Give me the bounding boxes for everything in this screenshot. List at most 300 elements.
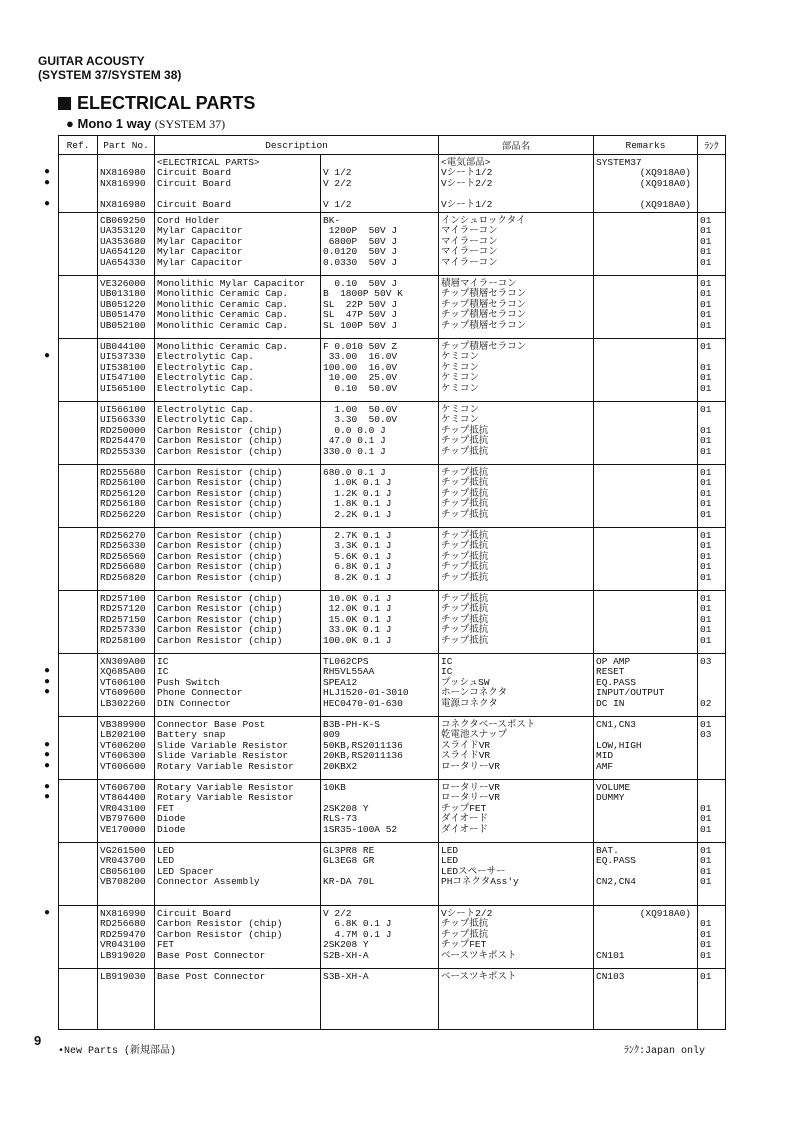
line-desc-spec: 33.0K 0.1 J [323,624,392,636]
new-part-marker-icon: ● [44,176,51,188]
line-jp-name: チップ抵抗 [441,928,489,940]
line-rank: 01 [700,372,712,384]
line-desc-name: Carbon Resistor (chip) [157,561,283,573]
line-remarks [596,352,695,362]
line-desc-name: Circuit Board [157,167,232,179]
line-part-no: RD254470 [100,435,146,447]
cell-jp-name [439,654,594,717]
line-part-no: CB069250 [100,215,146,226]
line-desc-name: Base Post Connector [157,971,266,982]
line-desc-name: Monolithic Ceramic Cap. [157,341,289,352]
line-desc-name: Carbon Resistor (chip) [157,508,283,520]
line-remarks: CN2,CN4 [596,876,636,888]
line-desc-name: Mylar Capacitor [157,246,243,258]
new-part-marker-icon: ● [44,907,51,918]
cell-ref [59,843,98,906]
line-jp-name: IC [441,656,453,667]
line-desc-name: Electrolytic Cap. [157,351,254,363]
cell-part-no [98,528,155,591]
subtitle-paren: (SYSTEM 37) [154,117,226,131]
footer-note: •New Parts (新規部品) [58,1046,177,1057]
line-jp-name: チップ積層セラコン [441,319,527,331]
line-desc-name: FET [157,939,175,951]
line-jp-name: マイラーコン [441,246,498,258]
cell-remarks [594,780,698,843]
line-remarks [596,615,695,625]
line-jp-name: チップFET [441,802,487,814]
table-row [59,780,726,843]
line-rank: 01 [700,719,712,730]
line-jp-name: チップ積層セラコン [441,341,527,352]
cell-part-no [98,969,155,1030]
cell-desc-name [155,906,321,969]
line-rank: 01 [700,278,712,289]
line-jp-name: Vシート2/2 [441,177,493,189]
line-desc-spec: B 1800P 50V K [323,288,403,300]
line-part-no: LB919030 [100,971,146,982]
line-desc-name: Electrolytic Cap. [157,404,254,415]
line-desc-spec: GL3EG8 GR [323,855,375,867]
line-part-no: RD257100 [100,593,146,604]
cell-ref [59,528,98,591]
line-part-no: RD256180 [100,498,146,510]
cell-remarks [594,969,698,1030]
line-rank: 01 [700,918,712,930]
line-remarks [596,930,695,940]
line-part-no: UB051470 [100,309,146,321]
cell-jp-name [439,969,594,1030]
line-desc-spec: 12.0K 0.1 J [323,603,392,615]
line-rank: 01 [700,445,712,457]
cell-ref [59,276,98,339]
line-part-no: RD256680 [100,561,146,573]
line-desc-spec: 33.00 16.0V [323,351,398,363]
cell-part-no [98,906,155,969]
cell-rank [698,213,726,276]
line-desc-name: <ELECTRICAL PARTS> [157,157,260,168]
new-part-marker-icon: ● [44,675,51,687]
line-desc-name: Monolithic Ceramic Cap. [157,319,289,331]
line-desc-name: Carbon Resistor (chip) [157,498,283,510]
line-jp-name: チップ抵抗 [441,508,489,520]
line-jp-name: Vシート2/2 [441,908,493,919]
line-jp-name: チップFET [441,939,487,951]
cell-desc-spec [321,213,439,276]
line-remarks [596,804,695,814]
cell-part-no [98,213,155,276]
cell-desc-spec [321,339,439,402]
new-part-marker-icon: ● [44,197,51,209]
line-part-no: VT609600 [100,687,146,699]
cell-ref [59,654,98,717]
line-desc-spec: 20KBX2 [323,760,358,772]
line-remarks [596,405,695,415]
line-jp-name: チップ積層セラコン [441,298,527,310]
line-desc-name: Carbon Resistor (chip) [157,928,283,940]
line-rank [700,678,723,688]
line-desc-name: Rotary Variable Resistor [157,760,294,772]
line-jp-name: チップ抵抗 [441,487,489,499]
line-remarks [596,594,695,604]
line-desc-spec: 2.7K 0.1 J [323,530,392,541]
table-row [59,969,726,1030]
new-part-marker-icon: ● [44,350,51,362]
table-header-row [59,136,726,155]
line-remarks [596,289,695,299]
line-desc-name: Mylar Capacitor [157,235,243,247]
line-desc-spec: BK- [323,215,341,226]
line-desc-spec: 1.2K 0.1 J [323,487,392,499]
line-part-no: RD258100 [100,634,146,646]
line-rank: 01 [700,435,712,447]
line-jp-name: チップ抵抗 [441,435,489,447]
line-desc-spec: V 2/2 [323,908,352,919]
line-desc-name: Monolithic Ceramic Cap. [157,298,289,310]
line-remarks [596,426,695,436]
line-remarks: CN1,CN3 [596,719,636,730]
line-jp-name: チップ積層セラコン [441,309,527,321]
line-rank [700,783,723,793]
line-part-no: VT864400 [100,792,146,804]
line-jp-name: Vシート1/2 [441,167,493,179]
line-jp-name: チップ抵抗 [441,477,489,489]
cell-remarks [594,843,698,906]
cell-desc-name [155,843,321,906]
line-remarks [596,300,695,310]
line-remarks [596,384,695,394]
line-jp-name: チップ抵抗 [441,561,489,573]
line-jp-name: チップ抵抗 [441,918,489,930]
cell-jp-name [439,155,594,213]
cell-desc-spec [321,155,439,213]
line-remarks [596,216,695,226]
line-rank [700,158,723,168]
new-part-marker-icon: ● [44,791,51,803]
line-desc-spec: 50KB,RS2011136 [323,739,403,751]
cell-desc-name [155,276,321,339]
line-desc-name: Connector Base Post [157,719,266,730]
line-desc-name: Monolithic Mylar Capacitor [157,278,306,289]
new-part-marker-icon: ● [44,166,51,178]
table-row [59,591,726,654]
line-remarks: (XQ918A0) [639,198,691,210]
cell-ref [59,717,98,780]
line-desc-name: Carbon Resistor (chip) [157,435,283,447]
line-part-no: UI547100 [100,372,146,384]
table-row [59,654,726,717]
line-rank: 01 [700,341,712,352]
line-part-no: UA353120 [100,225,146,237]
cell-part-no [98,654,155,717]
line-jp-name: Vシート1/2 [441,198,493,210]
line-part-no: RD256820 [100,571,146,583]
line-jp-name: ケミコン [441,372,480,384]
line-jp-name: ベースツキポスト [441,971,517,982]
line-rank: 01 [700,550,712,562]
cell-desc-spec [321,591,439,654]
line-rank: 01 [700,404,712,415]
cell-desc-spec [321,780,439,843]
line-part-no: UB044100 [100,341,146,352]
line-rank: 01 [700,508,712,520]
cell-jp-name [439,591,594,654]
line-rank: 01 [700,288,712,300]
line-part-no: UB013180 [100,288,146,300]
line-desc-spec: SPEA12 [323,676,358,688]
line-rank [700,667,723,677]
cell-part-no [98,339,155,402]
line-part-no: RD255330 [100,445,146,457]
line-rank: 01 [700,487,712,499]
cell-desc-spec [321,465,439,528]
line-desc-name: Monolithic Ceramic Cap. [157,309,289,321]
line-part-no: RD256100 [100,477,146,489]
line-remarks [596,940,695,950]
line-jp-name: チップ抵抗 [441,624,489,636]
line-rank: 01 [700,540,712,552]
cell-part-no [98,843,155,906]
line-desc-spec: 680.0 0.1 J [323,467,386,478]
line-rank: 01 [700,593,712,604]
line-rank [700,762,723,772]
line-desc-spec: 2.2K 0.1 J [323,508,392,520]
table-row [59,339,726,402]
new-part-marker-icon: ● [44,759,51,771]
line-desc-name: Rotary Variable Resistor [157,782,294,793]
page-number: 9 [34,1033,42,1048]
line-remarks [596,499,695,509]
line-remarks [596,531,695,541]
line-part-no: VT606100 [100,676,146,688]
line-part-no: VR043100 [100,939,146,951]
cell-jp-name [439,780,594,843]
line-desc-spec: 6.8K 0.1 J [323,561,392,573]
line-desc-spec: 330.0 0.1 J [323,445,386,457]
cell-ref [59,155,98,213]
line-desc-spec: HLJ1520-01-3010 [323,687,409,699]
line-part-no: VE170000 [100,823,146,835]
line-rank: 02 [700,697,712,709]
line-part-no: UA654330 [100,256,146,268]
line-rank: 01 [700,571,712,583]
line-part-no: VT606200 [100,739,146,751]
cell-desc-spec [321,843,439,906]
line-jp-name: チップ抵抗 [441,634,489,646]
line-desc-name: Diode [157,813,186,825]
line-jp-name: LEDスペーサー [441,865,506,877]
line-part-no: UA353680 [100,235,146,247]
cell-ref [59,906,98,969]
line-desc-spec: KR-DA 70L [323,876,375,888]
line-jp-name: チップ抵抗 [441,445,489,457]
line-part-no: VB708200 [100,876,146,888]
cell-jp-name [439,402,594,465]
line-rank: 01 [700,382,712,394]
line-jp-name: ダイオード [441,813,489,825]
new-part-marker-icon: ● [44,738,51,750]
line-part-no: VE326000 [100,278,146,289]
line-remarks [596,552,695,562]
line-desc-name: LED Spacer [157,865,215,877]
line-remarks: CN101 [596,949,625,961]
section-title [58,93,255,114]
line-desc-spec: RLS-73 [323,813,358,825]
line-desc-name: IC [157,666,169,678]
line-remarks [596,825,695,835]
cell-rank [698,465,726,528]
line-part-no: VB389900 [100,719,146,730]
cell-jp-name [439,276,594,339]
line-remarks: LOW,HIGH [596,739,642,751]
line-desc-spec: 6.8K 0.1 J [323,918,392,930]
cell-desc-spec [321,969,439,1030]
square-bullet-icon [58,97,71,110]
header-line-1: GUITAR ACOUSTY [38,54,145,68]
line-jp-name: ケミコン [441,414,480,426]
cell-remarks [594,906,698,969]
line-desc-spec: B3B-PH-K-S [323,719,381,730]
line-desc-name: Mylar Capacitor [157,225,243,237]
line-remarks [596,541,695,551]
line-part-no: UI538100 [100,361,146,373]
line-part-no: RD259470 [100,928,146,940]
line-remarks [596,489,695,499]
line-desc-spec: V 1/2 [323,167,352,179]
cell-desc-name [155,969,321,1030]
line-desc-spec: 6800P 50V J [323,235,398,247]
cell-desc-name [155,402,321,465]
line-desc-name: Carbon Resistor (chip) [157,467,283,478]
line-desc-spec: 10.00 25.0V [323,372,398,384]
line-jp-name: チップ抵抗 [441,530,489,541]
line-remarks: RESET [596,666,625,678]
cell-desc-name [155,780,321,843]
line-desc-spec: 0.0120 50V J [323,246,398,258]
line-part-no: RD257330 [100,624,146,636]
line-rank: 01 [700,823,712,835]
line-rank: 01 [700,855,712,867]
line-desc-spec: 10.0K 0.1 J [323,593,392,604]
line-desc-spec: TL062CPS [323,656,369,667]
line-desc-spec: 2SK208 Y [323,802,369,814]
line-desc-name: Push Switch [157,676,220,688]
line-remarks [596,573,695,583]
line-part-no: RD255680 [100,467,146,478]
line-remarks: DC IN [596,697,625,709]
line-jp-name: チップ抵抗 [441,550,489,562]
line-jp-name: ロータリーVR [441,760,500,772]
line-desc-spec: V 2/2 [323,177,352,189]
line-jp-name: ケミコン [441,404,480,415]
line-part-no: RD256680 [100,918,146,930]
line-jp-name: ベースツキポスト [441,949,517,961]
line-desc-name: Carbon Resistor (chip) [157,918,283,930]
header-line-2: (SYSTEM 37/SYSTEM 38) [38,68,182,82]
line-desc-name: Electrolytic Cap. [157,372,254,384]
line-remarks: VOLUME [596,782,631,793]
cell-part-no [98,465,155,528]
line-part-no: LB302260 [100,697,146,709]
line-rank: 01 [700,634,712,646]
line-part-no: UI566330 [100,414,146,426]
line-rank: 01 [700,424,712,436]
line-desc-spec: 3.30 50.0V [323,414,398,426]
line-jp-name: PHコネクタAss'y [441,876,519,888]
cell-desc-spec [321,717,439,780]
cell-desc-name [155,528,321,591]
col-ref: Ref. [59,136,98,155]
line-desc-spec: S3B-XH-A [323,971,369,982]
col-remarks: Remarks [594,136,698,155]
line-rank: 01 [700,949,712,961]
cell-jp-name [439,717,594,780]
cell-jp-name [439,465,594,528]
line-remarks [596,478,695,488]
cell-part-no [98,591,155,654]
line-desc-spec: 3.3K 0.1 J [323,540,392,552]
line-jp-name: チップ抵抗 [441,540,489,552]
line-jp-name: コネクタベースポスト [441,719,536,730]
cell-jp-name [439,213,594,276]
line-rank: 01 [700,802,712,814]
line-desc-spec: 1.00 50.0V [323,404,398,415]
line-remarks: (XQ918A0) [639,177,691,189]
line-remarks: EQ.PASS [596,676,636,688]
line-desc-spec: F 0.010 50V Z [323,341,398,352]
line-part-no: NX816990 [100,177,146,189]
line-desc-spec: 1.8K 0.1 J [323,498,392,510]
line-remarks [596,373,695,383]
cell-desc-spec [321,402,439,465]
line-jp-name: 乾電池スナップ [441,729,508,741]
line-part-no: RD256560 [100,550,146,562]
bullet-icon: ● [66,116,74,131]
cell-remarks [594,276,698,339]
line-desc-name: LED [157,855,175,867]
cell-desc-name [155,339,321,402]
line-desc-spec: 0.0 0.0 J [323,424,386,436]
line-remarks [596,468,695,478]
line-desc-spec: SL 22P 50V J [323,298,398,310]
parts-table [58,135,726,1030]
line-desc-name: Carbon Resistor (chip) [157,540,283,552]
cell-ref [59,213,98,276]
cell-rank [698,155,726,213]
cell-rank [698,969,726,1030]
line-part-no: XN309A00 [100,656,146,667]
line-rank: 01 [700,246,712,258]
line-part-no: UA654120 [100,246,146,258]
table-row [59,402,726,465]
line-desc-spec: S2B-XH-A [323,949,369,961]
line-part-no: NX816980 [100,198,146,210]
cell-rank [698,528,726,591]
line-rank [700,200,723,210]
new-part-marker-icon: ● [44,686,51,698]
document-header [38,54,181,82]
line-part-no: RD256120 [100,487,146,499]
line-desc-spec: V 1/2 [323,198,352,210]
line-part-no: XQ685A00 [100,666,146,678]
line-rank: 01 [700,624,712,636]
line-remarks [596,237,695,247]
line-rank: 01 [700,813,712,825]
cell-part-no [98,276,155,339]
line-jp-name: チップ抵抗 [441,498,489,510]
line-rank: 01 [700,939,712,951]
line-remarks: OP AMP [596,656,631,667]
line-desc-spec: 20KB,RS2011136 [323,750,403,762]
